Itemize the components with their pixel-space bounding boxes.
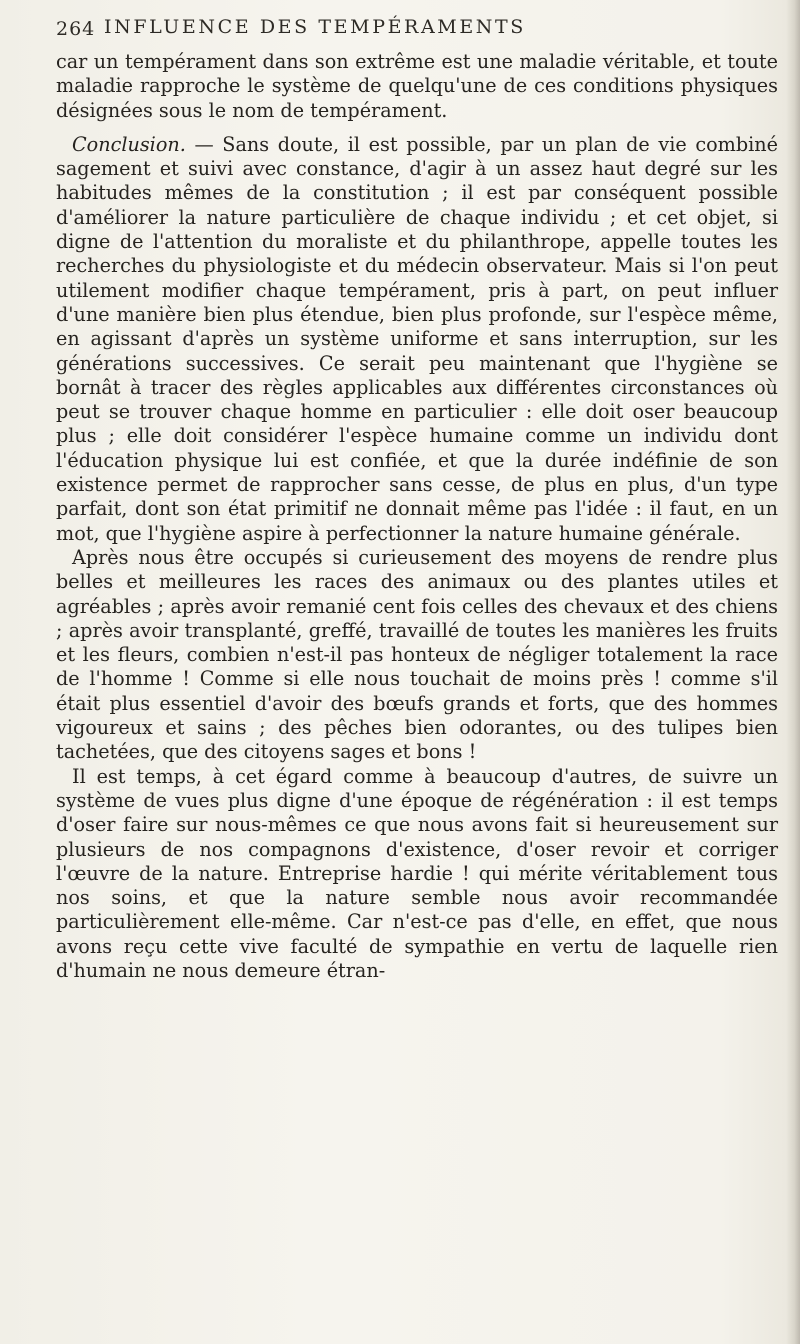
- paragraph-3-text: Après nous être occupés si curieusement des moyens de rendre plus belles et meilleures les races des animaux ou des plantes utiles et agréables ; après avoir remanié cent fois celles des chevaux et des chiens ; après avoir transplanté, greffé, travaillé de toutes les manières les fruits et les fleurs, combien n'est-il pas honteux de négliger totalement la race de l'homme ! Comme si elle nous touchait de moins près ! comme s'il était plus essentiel d'avoir des bœufs grands et forts, que des hommes vigoureux et sains ; des pêches bien odorantes, ou des tulipes bien tachetées, que des citoyens sages et bons !: [56, 545, 778, 764]
- paragraph-3: [56, 546, 778, 765]
- paragraph-1-text: car un tempérament dans son extrême est une maladie véritable, et toute maladie rapproche le système de quelqu'une de ces conditions physiques désignées sous le nom de tempérament.: [56, 50, 778, 122]
- running-title: INFLUENCE DES TEMPÉRAMENTS: [104, 16, 526, 38]
- paragraph-4-text: Il est temps, à cet égard comme à beaucoup d'autres, de suivre un système de vues plus digne d'une époque de régénération : il est temps d'oser faire sur nous-mêmes ce que nous avons fait si heureusement sur plusieurs de nos compagnons d'existence, d'oser revoir et corriger l'œuvre de la nature. Entreprise hardie ! qui mérite véritablement tous nos soins, et que la nature semble nous avoir recommandée particulièrement elle-même. Car n'est-ce pas d'elle, en effet, que nous avons reçu cette vive faculté de sympathie en vertu de laquelle rien d'humain ne nous demeure étran-: [56, 764, 778, 982]
- body-text: [56, 50, 778, 983]
- page-header: [56, 10, 776, 46]
- conclusion-run-in-heading: Conclusion.: [72, 132, 186, 156]
- paragraph-4: [56, 765, 778, 984]
- paragraph-1: [56, 50, 778, 123]
- paragraph-2-text: — Sans doute, il est possible, par un plan de vie combiné sagement et suivi avec constance, d'agir à un assez haut degré sur les habitudes mêmes de la constitution ; il est par conséquent possible d'améliorer la nature particulière de chaque individu ; et cet objet, si digne de l'attention du moraliste et du philanthrope, appelle toutes les recherches du physiologiste et du médecin observateur. Mais si l'on peut utilement modifier chaque tempérament, pris à part, on peut influer d'une manière bien plus étendue, bien plus profonde, sur l'espèce même, en agissant d'après un système uniforme et sans interruption, sur les générations successives. Ce serait peu maintenant que l'hygiène se bornât à tracer des règles applicables aux différentes circonstances où peut se trouver chaque homme en particulier : elle doit oser beaucoup plus ; elle doit considérer l'espèce humaine comme un individu dont l'éducation physique lui est confiée, et que la durée indéfinie de son existence permet de rapprocher sans cesse, de plus en plus, d'un type parfait, dont son état primitif ne donnait même pas l'idée : il faut, en un mot, que l'hygiène aspire à perfectionner la nature humaine générale.: [56, 132, 778, 545]
- page-number: 264: [56, 18, 96, 40]
- page-edge-shadow: [786, 0, 800, 1344]
- paragraph-conclusion: [56, 133, 778, 546]
